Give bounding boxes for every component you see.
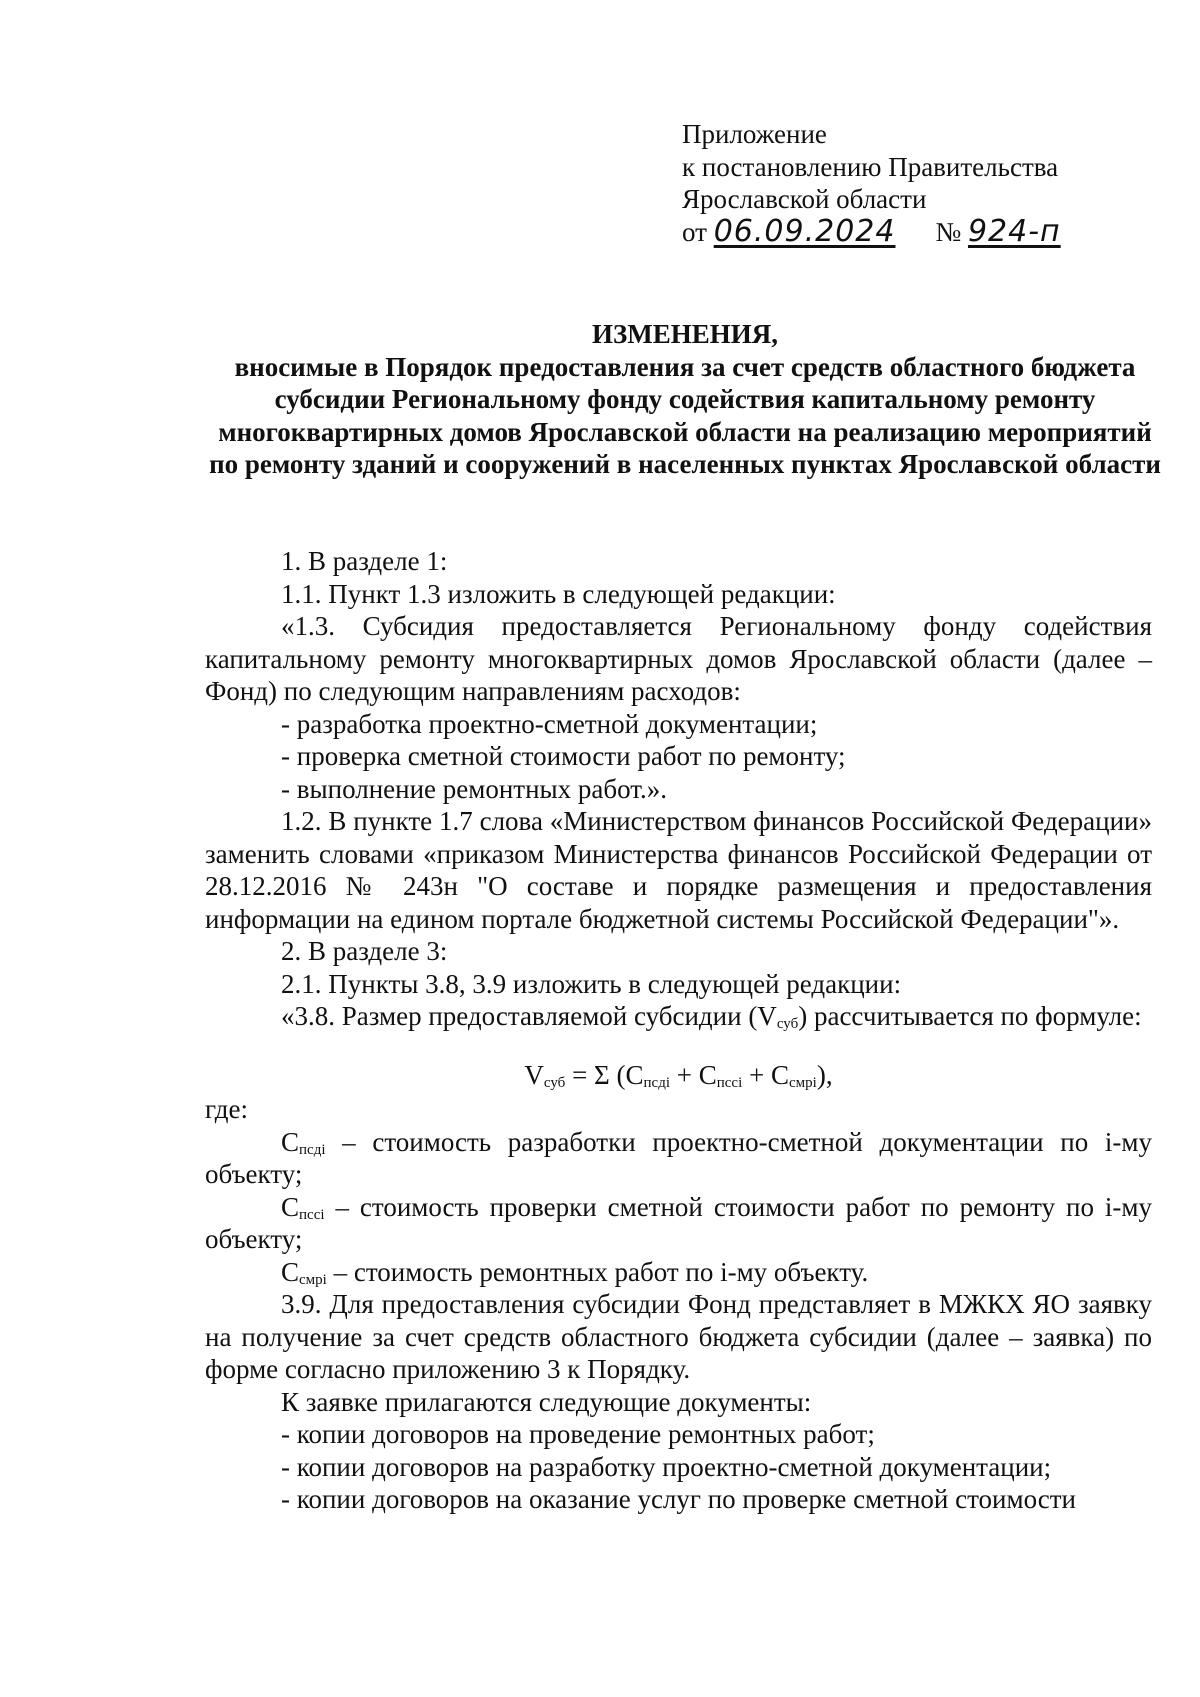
- approval-date-line: [682, 213, 1061, 249]
- list-item: - копии договоров на оказание услуг по проверке сметной стоимости: [281, 1484, 1076, 1514]
- list-item: - выполнение ремонтных работ.».: [281, 773, 668, 804]
- number-label: №: [935, 216, 962, 247]
- subscript: пссi: [716, 1074, 743, 1091]
- approval-line-2: к постановлению Правительства: [682, 151, 1059, 182]
- text-run: – стоимость разработки проектно-сметной документации по i-му объекту;: [205, 1126, 1152, 1189]
- handwritten-date: 06.09.2024: [713, 213, 896, 249]
- handwritten-number: 924-п: [967, 213, 1061, 249]
- list-item: - проверка сметной стоимости работ по ремонту;: [281, 741, 846, 771]
- list-item: - копии договоров на разработку проектно-сметной документации;: [281, 1451, 1052, 1482]
- paragraph: 2. В разделе 3:: [281, 936, 448, 966]
- paragraph: «1.3. Субсидия предоставляется Региональному фонду содействия капитальному ремонту многоквартирных домов Ярославской области (далее – Фонд) по следующим направлениям расходов:: [205, 611, 1152, 706]
- subscript: суб: [543, 1074, 566, 1091]
- definition: [205, 1256, 1152, 1289]
- title-main: ИЗМЕНЕНИЯ,: [591, 319, 778, 349]
- subscript: суб: [776, 1016, 799, 1032]
- text-run: C: [281, 1256, 300, 1287]
- subscript: смрi: [299, 1271, 327, 1288]
- subscript: псдi: [643, 1074, 670, 1091]
- paragraph: 2.1. Пункты 3.8, 3.9 изложить в следующей редакции:: [281, 968, 902, 999]
- formula-part: + C: [742, 1059, 790, 1090]
- document-body: [205, 545, 1152, 1516]
- where-label: где:: [205, 1094, 248, 1124]
- paragraph: 1. В разделе 1:: [281, 546, 448, 576]
- text-run: ) рассчитывается по формуле:: [798, 1001, 1142, 1031]
- formula-part: ),: [816, 1059, 833, 1090]
- definition: [205, 1126, 1152, 1191]
- document-title: [205, 318, 1165, 481]
- paragraph: К заявке прилагаются следующие документы:: [281, 1386, 812, 1417]
- subscript: псдi: [299, 1141, 326, 1158]
- paragraph: 3.9. Для предоставления субсидии Фонд представляет в МЖКХ ЯО заявку на получение за счет средств областного бюджета субсидии (далее – заявка) по форме согласно приложению 3 к Порядку.: [205, 1289, 1152, 1384]
- approval-block: [682, 118, 1061, 248]
- formula-part: + C: [670, 1059, 717, 1090]
- list-item: - копии договоров на проведение ремонтных работ;: [281, 1419, 875, 1449]
- formula: [205, 1059, 1152, 1092]
- text-run: C: [281, 1191, 300, 1222]
- title-subtitle: вносимые в Порядок предоставления за счет средств областного бюджета субсидии Региональному фонду содействия капитальному ремонту многоквартирных домов Ярославской области на реализацию мероприятий по ремонту зданий и сооружений в населенных пунктах Ярославской области: [209, 351, 1161, 479]
- approval-line-3: Ярославской области: [682, 184, 927, 214]
- text-run: – стоимость проверки сметной стоимости работ по ремонту по i-му объекту;: [205, 1191, 1152, 1254]
- paragraph: 1.1. Пункт 1.3 изложить в следующей редакции:: [281, 578, 836, 609]
- text-run: C: [281, 1126, 300, 1157]
- from-label: от: [682, 216, 707, 247]
- text-run: «3.8. Размер предоставляемой субсидии (V: [281, 1001, 777, 1031]
- paragraph: 1.2. В пункте 1.7 слова «Министерством финансов Российской Федерации» заменить словами «приказом Министерства финансов Российской Федерации от 28.12.2016 № 243н "О составе и порядке размещения и предоставления информации на едином портале бюджетной системы Российской Федерации"».: [205, 806, 1152, 934]
- paragraph-formula-intro: [205, 1000, 1152, 1033]
- formula-part: = Σ (C: [565, 1059, 644, 1090]
- definition: [205, 1191, 1152, 1256]
- subscript: смрi: [789, 1074, 817, 1091]
- text-run: – стоимость ремонтных работ по i-му объекту.: [326, 1256, 869, 1287]
- approval-line-1: Приложение: [682, 119, 827, 149]
- list-item: - разработка проектно-сметной документации;: [281, 708, 818, 739]
- formula-part: V: [524, 1059, 544, 1090]
- subscript: пссi: [299, 1206, 325, 1223]
